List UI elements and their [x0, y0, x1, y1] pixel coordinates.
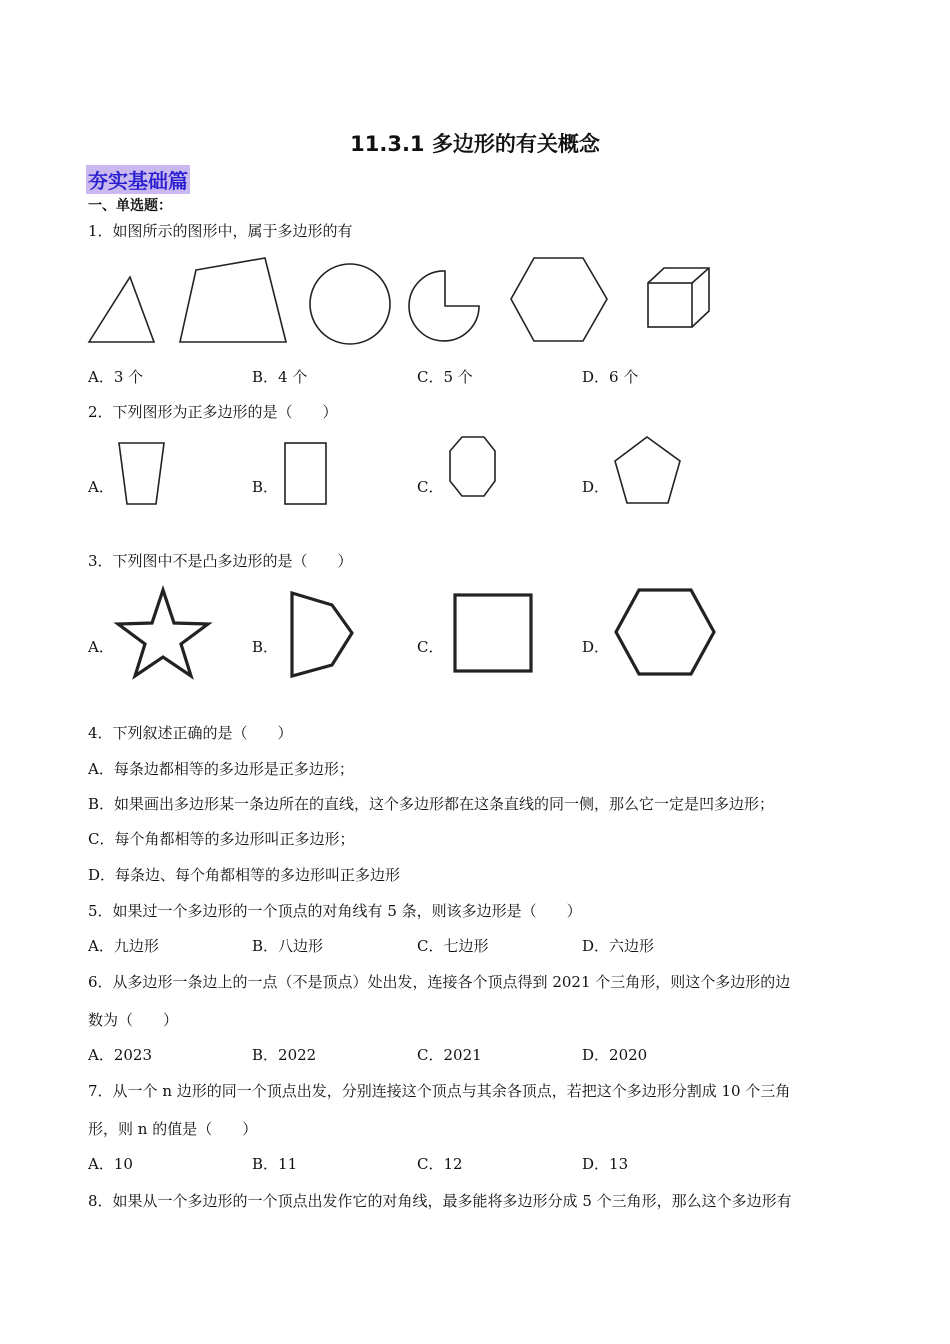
q5-option-c: C．七边形: [417, 937, 489, 955]
q1-option-c: C．5 个: [417, 368, 473, 386]
circle-figure: [308, 262, 392, 346]
hexagon-figure: [613, 587, 717, 677]
q6-option-c: C．2021: [417, 1046, 482, 1064]
q6-option-a: A．2023: [88, 1046, 153, 1064]
question-text: 下列图中不是凸多边形的是（ ）: [112, 552, 353, 570]
question-8: [88, 1190, 792, 1211]
q3-option-a-label: A．: [88, 638, 114, 656]
concave-pentagon-figure: [288, 590, 358, 680]
q2-option-d-label: D．: [582, 478, 610, 496]
cube-figure: [646, 265, 712, 331]
question-text: 如果从一个多边形的一个顶点出发作它的对角线，最多能将多边形分成 5 个三角形，那么这个多边形有: [112, 1192, 792, 1210]
triangle-figure: [86, 275, 158, 347]
star-figure: [115, 587, 211, 679]
rectangle-figure: [283, 441, 329, 507]
question-4: [88, 722, 293, 743]
question-text: 如果过一个多边形的一个顶点的对角线有 5 条，则该多边形是（ ）: [112, 902, 582, 920]
question-1: [88, 220, 353, 241]
question-text: 下列图形为正多边形的是（ ）: [112, 403, 338, 421]
question-text: 如图所示的图形中，属于多边形的有: [112, 222, 353, 240]
q7-option-c: C．12: [417, 1155, 463, 1173]
question-number: 2．: [88, 403, 113, 421]
hexagon-figure: [509, 255, 609, 345]
trapezoid-figure: [117, 441, 167, 507]
question-number: 6．: [88, 973, 113, 991]
q5-option-b: B．八边形: [252, 937, 324, 955]
q1-option-d: D．6 个: [582, 368, 639, 386]
q3-option-d-label: D．: [582, 638, 610, 656]
question-3: [88, 550, 353, 571]
question-number: 4．: [88, 724, 113, 742]
question-6: [88, 971, 790, 992]
question-text: 下列叙述正确的是（ ）: [112, 724, 293, 742]
q4-option-a: A．每条边都相等的多边形是正多边形；: [88, 760, 354, 778]
q7-option-d: D．13: [582, 1155, 629, 1173]
q4-option-c: C．每个角都相等的多边形叫正多边形；: [88, 830, 355, 848]
quadrilateral-figure: [178, 256, 290, 346]
question-number: 5．: [88, 902, 113, 920]
q4-option-d: D．每条边、每个角都相等的多边形叫正多边形: [88, 866, 401, 884]
subsection-heading: 一、单选题：: [88, 198, 172, 214]
q2-option-c-label: C．: [417, 478, 444, 496]
q1-option-a: A．3 个: [88, 368, 144, 386]
question-7: [88, 1080, 790, 1101]
sector-figure: [405, 266, 485, 346]
q2-option-a-label: A．: [88, 478, 114, 496]
question-7-continued: 形，则 n 的值是（ ）: [88, 1120, 258, 1138]
octagon-figure: [448, 435, 498, 499]
page-title: 11.3.1 多边形的有关概念: [350, 132, 600, 156]
q3-option-c-label: C．: [417, 638, 444, 656]
q1-option-b: B．4 个: [252, 368, 308, 386]
question-number: 1．: [88, 222, 113, 240]
q7-option-a: A．10: [88, 1155, 133, 1173]
question-number: 7．: [88, 1082, 113, 1100]
q3-option-b-label: B．: [252, 638, 279, 656]
section-heading: 夯实基础篇: [86, 165, 190, 194]
q7-option-b: B．11: [252, 1155, 298, 1173]
q2-option-b-label: B．: [252, 478, 279, 496]
question-text: 从多边形一条边上的一点（不是顶点）处出发，连接各个顶点得到 2021 个三角形，则这个多边形的边: [112, 973, 791, 991]
question-number: 8．: [88, 1192, 113, 1210]
pentagon-figure: [613, 435, 683, 507]
q5-option-d: D．六边形: [582, 937, 655, 955]
q6-option-d: D．2020: [582, 1046, 648, 1064]
question-2: [88, 401, 338, 422]
q6-option-b: B．2022: [252, 1046, 317, 1064]
question-6-continued: 数为（ ）: [88, 1011, 179, 1029]
question-text: 从一个 n 边形的同一个顶点出发，分别连接这个顶点与其余各顶点，若把这个多边形分割成 10 个三角: [112, 1082, 791, 1100]
q4-option-b: B．如果画出多边形某一条边所在的直线，这个多边形都在这条直线的同一侧，那么它一定是凹多边形；: [88, 795, 775, 813]
question-number: 3．: [88, 552, 113, 570]
q5-option-a: A．九边形: [88, 937, 159, 955]
question-5: [88, 900, 582, 921]
square-figure: [452, 592, 534, 674]
